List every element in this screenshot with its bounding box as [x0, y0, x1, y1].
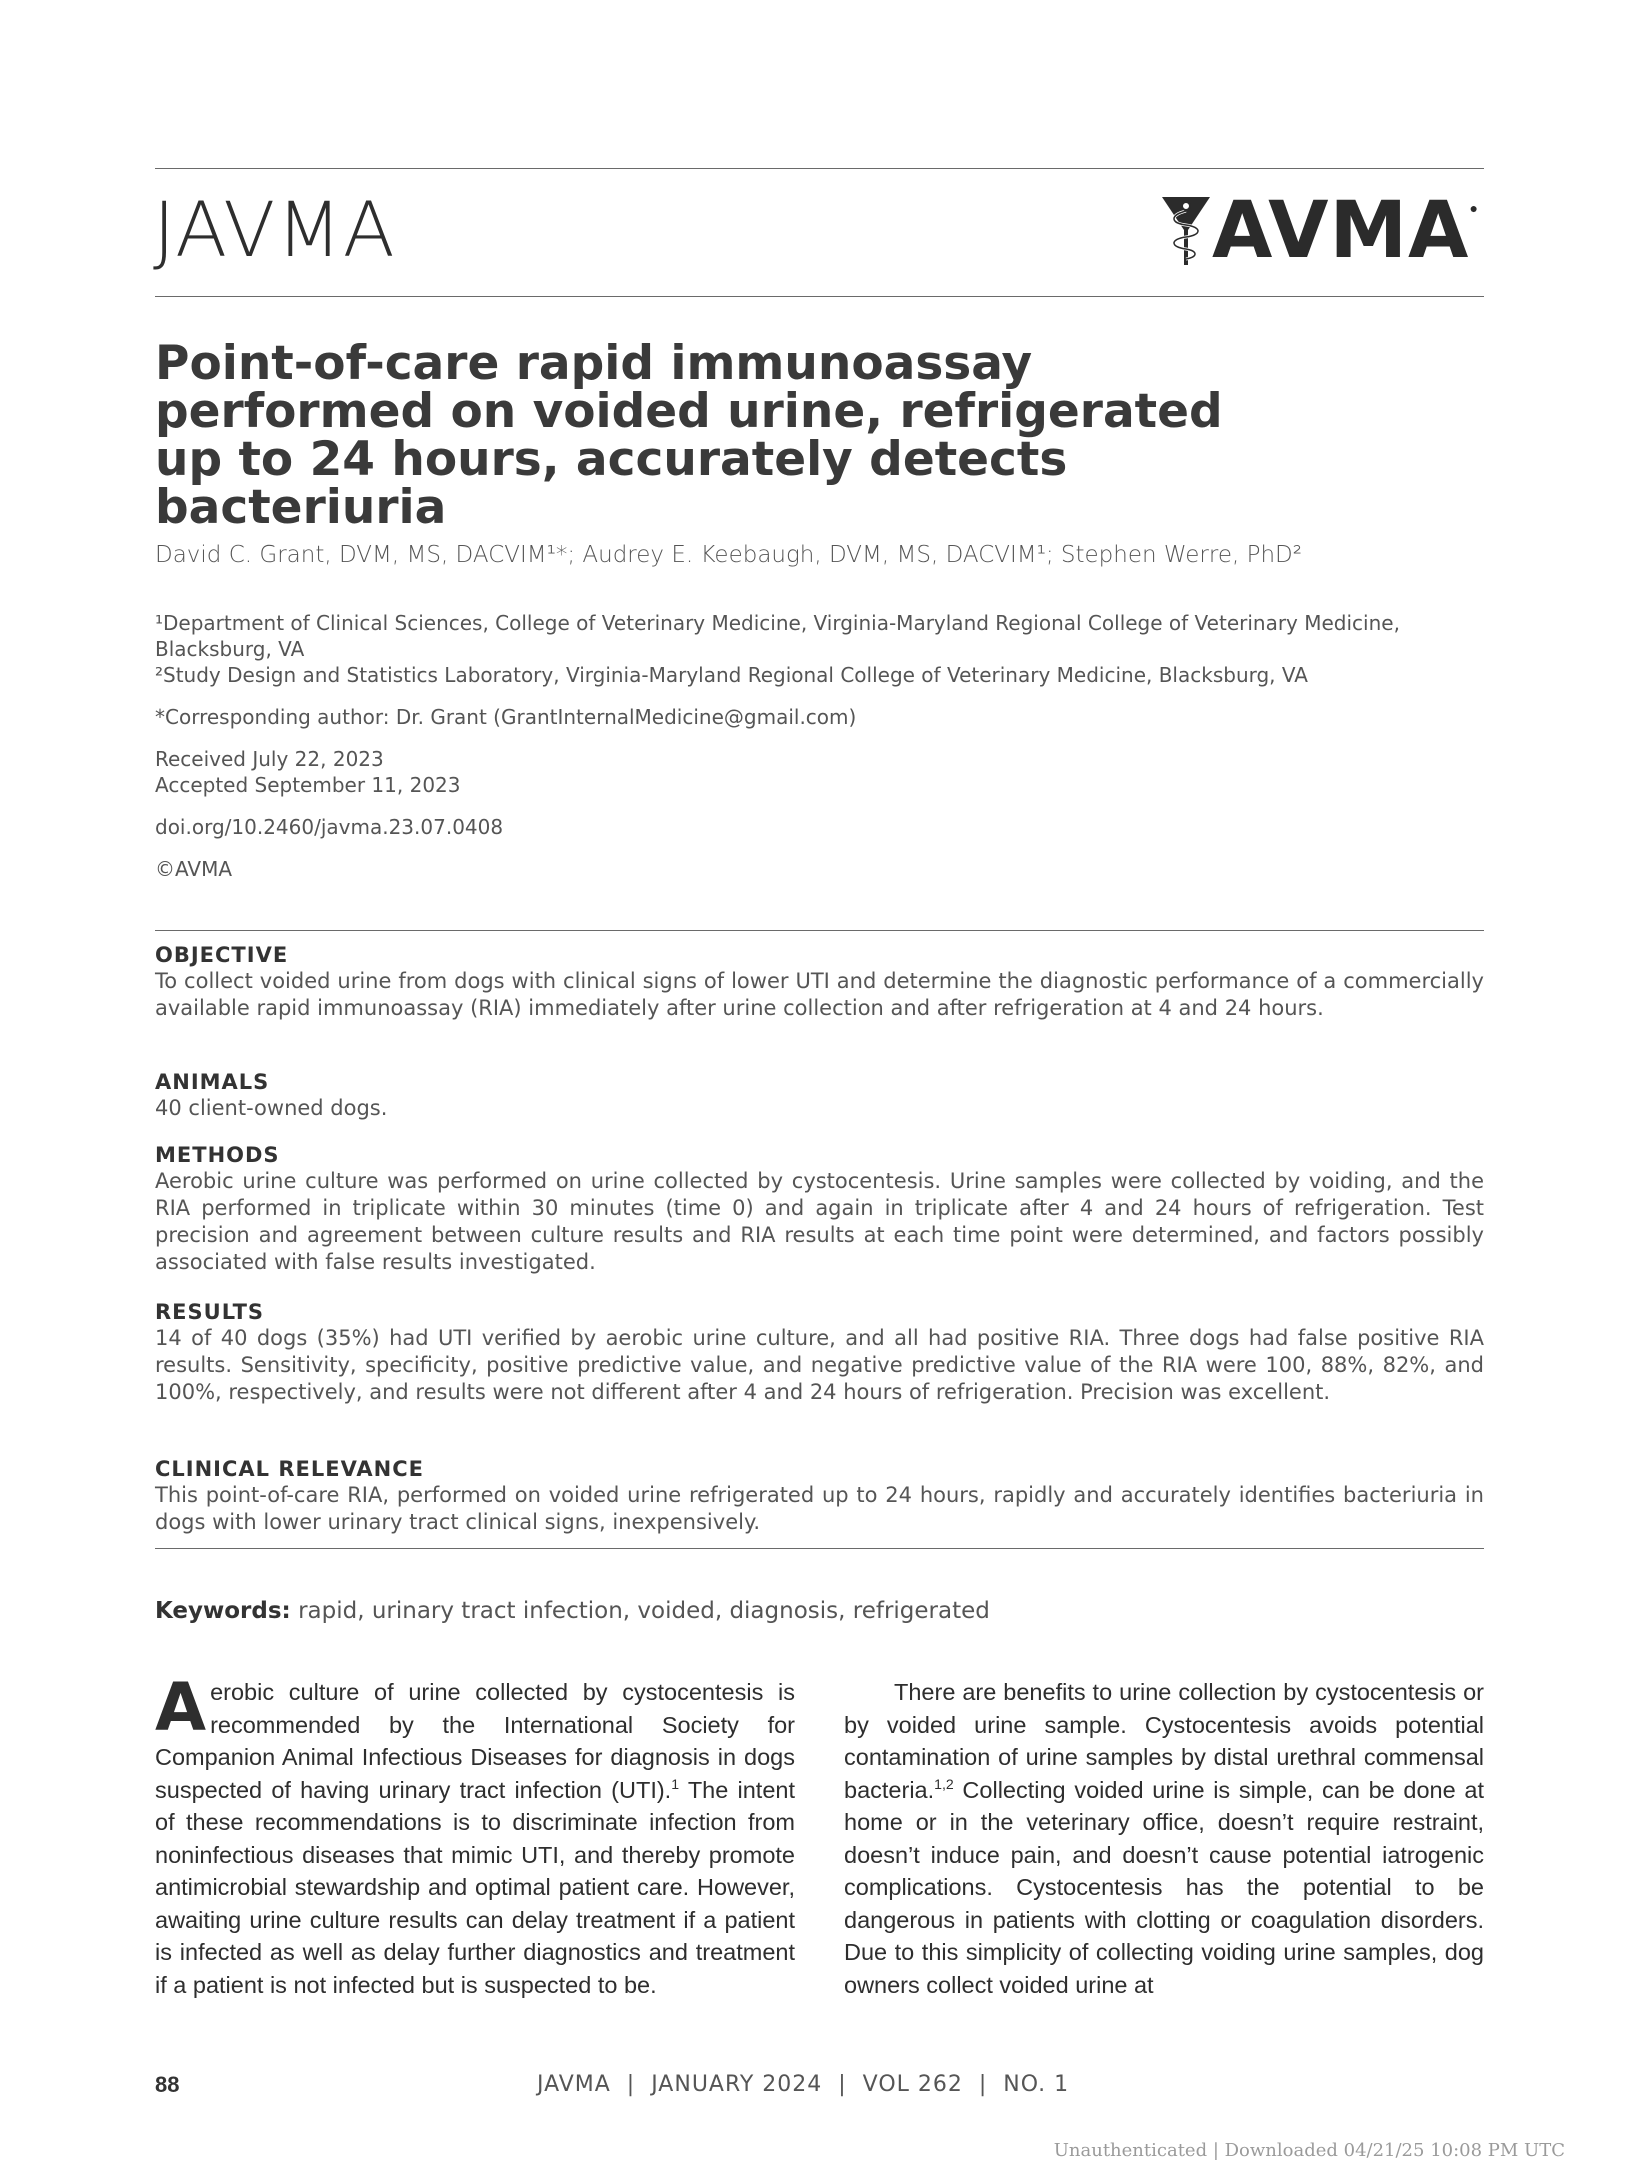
benefits-text-b: Collecting voided urine is simple, can be done at home or in the veterinary office, doesn’t require restraint, doesn’t induce pain, and doesn’t cause potential iatrogenic complications. Cystocentesis has the potential to be dangerous in patients with clotting or coagulation disorders. Due to this simplicity of collecting voiding urine samples, dog owners collect voided urine at — [844, 1776, 1484, 1998]
citation-ref[interactable]: 1,2 — [934, 1775, 954, 1792]
objective-text: To collect voided urine from dogs with clinical signs of lower UTI and determine the diagnostic performance of a commercially available rapid immunoassay (RIA) immediately after urine collection and after refrigeration at 4 and 24 hours. — [155, 969, 1484, 1020]
received-date: Received July 22, 2023 — [155, 747, 384, 771]
abstract-methods — [155, 1142, 1484, 1276]
methods-text: Aerobic urine culture was performed on urine collected by cystocentesis. Urine samples were collected by voiding, and the RIA performed in triplicate within 30 minutes (time 0) and again in triplicate after 4 and 24 hours of refrigeration. Test precision and agreement between culture results and RIA results at each time point were determined, and factors possibly associated with false results investigated. — [155, 1169, 1484, 1274]
caduceus-icon — [1160, 193, 1212, 269]
author-list: David C. Grant, DVM, MS, DACVIM¹*; Audrey E. Keebaugh, DVM, MS, DACVIM¹; Stephen Werre, PhD² — [155, 542, 1302, 568]
intro-text-a: erobic culture of urine collected by cystocentesis is recommended by the International Society for Companion Animal Infectious Diseases for diagnosis in dogs suspected of having urinary tract infection (UTI). — [155, 1679, 795, 1803]
results-text: 14 of 40 dogs (35%) had UTI verified by aerobic urine culture, and all had positive RIA. Three dogs had false positive RIA results. Sensitivity, specificity, positive predictive value, and negative predictive value of the RIA were 100, 88%, 82%, and 100%, respectively, and results were not different after 4 and 24 hours of refrigeration. Precision was excellent. — [155, 1326, 1484, 1404]
animals-heading: ANIMALS — [155, 1070, 270, 1094]
body-column-left — [155, 1669, 795, 2001]
relevance-heading: CLINICAL RELEVANCE — [155, 1457, 425, 1481]
affiliation-2: ²Study Design and Statistics Laboratory, Virginia-Maryland Regional College of Veterinary Medicine, Blacksburg, VA — [155, 663, 1308, 687]
keywords-list: rapid, urinary tract infection, voided, diagnosis, refrigerated — [290, 1598, 990, 1624]
animals-text: 40 client-owned dogs. — [155, 1096, 388, 1120]
abstract-top-rule — [155, 930, 1484, 931]
abstract-animals — [155, 1069, 1484, 1122]
doi-link[interactable]: doi.org/10.2460/javma.23.07.0408 — [155, 815, 504, 839]
keywords — [155, 1598, 990, 1624]
corresponding-author: *Corresponding author: Dr. Grant (GrantInternalMedicine@gmail.com) — [155, 705, 857, 729]
affiliation-1: ¹Department of Clinical Sciences, College of Veterinary Medicine, Virginia-Maryland Regional College of Veterinary Medicine, Blacksburg, VA — [155, 611, 1400, 661]
citation-ref[interactable]: 1 — [671, 1775, 680, 1792]
abstract-results — [155, 1299, 1484, 1406]
intro-paragraph — [155, 1669, 795, 2001]
header-bottom-rule — [155, 296, 1484, 297]
drop-cap: A — [155, 1669, 207, 1746]
intro-text-b: The intent of these recommendations is to discriminate infection from noninfectious diseases that mimic UTI, and thereby promote antimicrobial stewardship and optimal patient care. However, awaiting urine culture results can delay treatment if a patient is infected as well as delay further diagnostics and treatment if a patient is not infected but is suspected to be. — [155, 1776, 795, 1998]
benefits-text-a: There are benefits to urine collection by cystocentesis or by voided urine sample. Cystocentesis avoids potential contamination of urine samples by distal urethral commensal bacteria. — [844, 1679, 1484, 1803]
download-watermark: Unauthenticated | Downloaded 04/21/25 10:08 PM UTC — [1053, 2140, 1565, 2161]
body-column-right — [844, 1676, 1484, 2001]
journal-issue: JAVMA | JANUARY 2024 | VOL 262 | NO. 1 — [537, 2072, 1070, 2097]
objective-heading: OBJECTIVE — [155, 943, 289, 967]
header-top-rule — [155, 168, 1484, 169]
relevance-text: This point-of-care RIA, performed on voided urine refrigerated up to 24 hours, rapidly and accurately identifies bacteriuria in dogs with lower urinary tract clinical signs, inexpensively. — [155, 1483, 1484, 1534]
registered-mark-icon: ● — [1469, 200, 1478, 216]
abstract-objective — [155, 942, 1484, 1022]
benefits-paragraph — [844, 1676, 1484, 2001]
avma-wordmark: AVMA — [1212, 186, 1470, 276]
copyright: ©AVMA — [155, 857, 233, 881]
page-number: 88 — [155, 2072, 180, 2097]
results-heading: RESULTS — [155, 1300, 265, 1324]
journal-name: JAVMA — [153, 185, 396, 274]
abstract-bottom-rule — [155, 1548, 1484, 1549]
keywords-label: Keywords: — [155, 1598, 291, 1624]
avma-logo — [1160, 186, 1478, 276]
article-title: Point-of-care rapid immunoassay performed on voided urine, refrigerated up to 24 hours, accurately detects bacteriuria — [155, 336, 1223, 535]
accepted-date: Accepted September 11, 2023 — [155, 773, 461, 797]
methods-heading: METHODS — [155, 1143, 280, 1167]
abstract-clinical-relevance — [155, 1456, 1484, 1536]
